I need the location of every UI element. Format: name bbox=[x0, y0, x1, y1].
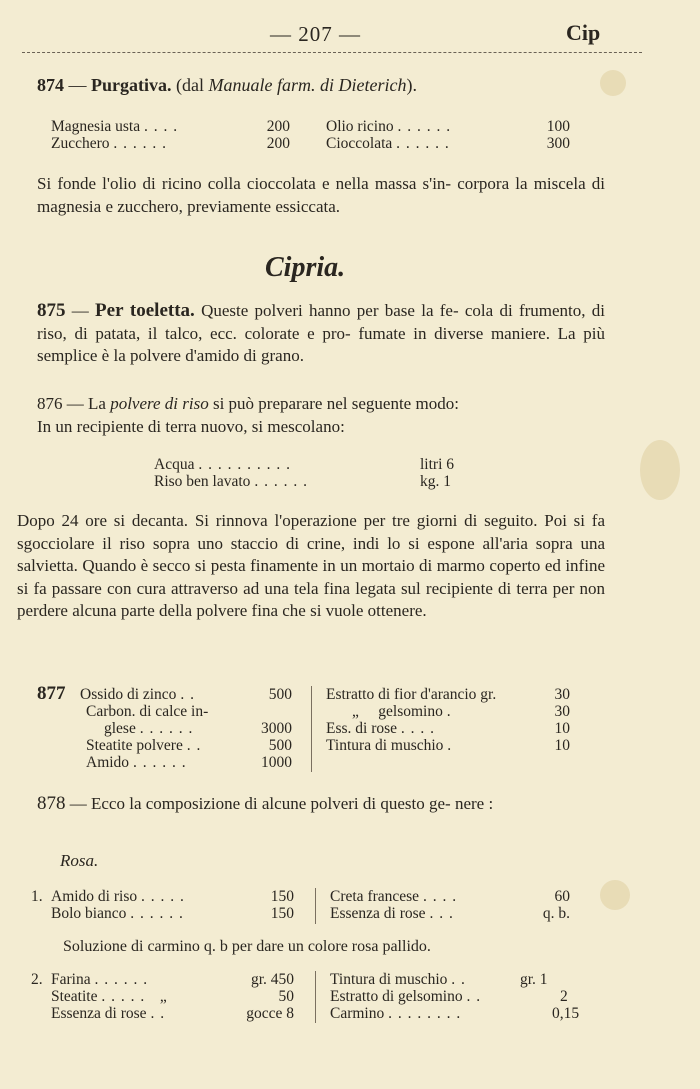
paper-stain bbox=[600, 880, 630, 910]
ingredient-qty: 300 bbox=[546, 135, 570, 152]
ingredient-qty: 10 bbox=[554, 737, 570, 754]
leader-dots: . . . . . . bbox=[132, 754, 187, 771]
ingredient-qty: litri 6 bbox=[420, 456, 455, 473]
ingredient-qty: 500 bbox=[268, 737, 292, 754]
dash: — bbox=[69, 794, 87, 813]
ingredient-name: Riso ben lavato bbox=[154, 473, 251, 490]
ingredient-qty: 200 bbox=[266, 135, 290, 152]
column-divider bbox=[311, 686, 312, 772]
leader-dots: . . . . . . . . . . bbox=[198, 456, 291, 473]
ingredient-row bbox=[86, 703, 208, 720]
recipe-876 bbox=[37, 393, 605, 438]
ingredient-name: Acqua bbox=[154, 456, 195, 473]
recipe-number: 874 bbox=[37, 75, 64, 95]
ingredient-row bbox=[330, 988, 481, 1005]
ingredient-name: Steatite polvere bbox=[86, 737, 183, 754]
formula-note: Soluzione di carmino q. b per dare un colore rosa pallido. bbox=[63, 938, 431, 955]
ingredient-qty: gocce 8 bbox=[246, 1005, 294, 1022]
ingredient-name: glese bbox=[104, 720, 136, 737]
ingredient-row bbox=[326, 720, 435, 737]
leader-dots: . . . . bbox=[400, 720, 436, 737]
leader-dots: . . . . . „ bbox=[101, 988, 168, 1005]
ingredient-qty: 60 bbox=[554, 888, 570, 905]
recipe-title: Per toeletta. bbox=[95, 300, 195, 321]
recipe-number: 877 bbox=[37, 683, 66, 704]
recipe-number: 875 bbox=[37, 300, 66, 321]
ingredient-name: Tintura di muschio bbox=[330, 971, 448, 988]
leader-dots: . . . . . bbox=[141, 888, 185, 905]
source-open: (dal bbox=[176, 75, 204, 95]
ingredient-row bbox=[330, 971, 466, 988]
leader-dots: . . bbox=[180, 686, 195, 703]
recipe-875 bbox=[37, 300, 605, 368]
ingredient-qty: 150 bbox=[270, 888, 294, 905]
formula-number: 1. bbox=[31, 888, 43, 905]
ingredient-row bbox=[104, 720, 193, 737]
leader-dots: . bbox=[446, 703, 452, 720]
text-italic: polvere di riso bbox=[110, 394, 209, 413]
ingredient-row bbox=[352, 703, 452, 720]
ingredient-qty: 50 bbox=[278, 988, 294, 1005]
recipe-text: Ecco la composizione di alcune polveri di questo ge- nere : bbox=[91, 794, 494, 813]
dash: — bbox=[66, 394, 84, 413]
formula-number: 2. bbox=[31, 971, 43, 988]
ingredient-row bbox=[86, 754, 187, 771]
paragraph: In un recipiente di terra nuovo, si mescolano: bbox=[37, 416, 345, 436]
ingredient-name: Steatite bbox=[51, 988, 98, 1005]
leader-dots: . . . . . . bbox=[113, 135, 168, 152]
leader-dots: . . . . . . bbox=[94, 971, 149, 988]
ingredient-row bbox=[51, 135, 167, 152]
paragraph bbox=[37, 393, 605, 416]
ingredient-qty: kg. 1 bbox=[420, 473, 451, 490]
ingredient-name: Bolo bianco bbox=[51, 905, 127, 922]
ingredient-row bbox=[51, 988, 168, 1005]
leader-dots: . . . . bbox=[422, 888, 458, 905]
paragraph: Si fonde l'olio di ricino colla cioccolata e nella massa s'in- corpora la miscela di magnesia e zucchero, previamente essiccata. bbox=[37, 174, 605, 216]
dash: — bbox=[71, 301, 89, 320]
paragraph bbox=[37, 793, 605, 816]
ingredient-qty: q. b. bbox=[542, 905, 570, 922]
ingredient-row bbox=[51, 888, 185, 905]
leader-dots: . . bbox=[186, 737, 202, 754]
leader-dots: . . . . bbox=[143, 118, 179, 135]
ingredient-row bbox=[330, 905, 454, 922]
recipe-876-text bbox=[17, 510, 605, 623]
running-title: Cip bbox=[566, 20, 601, 45]
ingredient-qty: 30 bbox=[554, 703, 570, 720]
ingredient-name: Zucchero bbox=[51, 135, 110, 152]
recipe-number: 876 bbox=[37, 394, 63, 413]
ingredient-name: Estratto di fior d'arancio gr. bbox=[326, 686, 497, 703]
ingredient-name: Ess. di rose bbox=[326, 720, 398, 737]
column-divider bbox=[315, 971, 316, 1023]
recipe-text: Queste polveri hanno per base la fe- cola di frumento, di riso, di patata, il talco, ecc. colorate e pro- fumate in diverse maniere. La più semplice è la polvere d'amido di grano. bbox=[37, 301, 606, 365]
ingredient-row bbox=[326, 686, 496, 703]
leader-dots: . . . . . . bbox=[397, 118, 452, 135]
leader-dots: . bbox=[447, 737, 453, 754]
section-title: Cipria. bbox=[265, 252, 346, 283]
ingredient-row bbox=[51, 1005, 165, 1022]
ingredient-row bbox=[51, 971, 148, 988]
paragraph bbox=[37, 300, 605, 368]
leader-dots: . . . . . . bbox=[254, 473, 308, 490]
leader-dots: . . . . . . . . bbox=[388, 1005, 462, 1022]
ingredient-qty: 3000 bbox=[261, 720, 292, 737]
paper-stain bbox=[640, 440, 680, 500]
ingredient-row bbox=[330, 888, 457, 905]
source-title: Manuale farm. di Dieterich bbox=[208, 75, 407, 95]
ingredient-row bbox=[330, 1005, 461, 1022]
header-rule bbox=[22, 52, 642, 53]
leader-dots: . . . . . . bbox=[396, 135, 450, 152]
ingredient-name: Essenza di rose bbox=[51, 1005, 147, 1022]
ingredient-row bbox=[51, 905, 184, 922]
ingredient-name: Ossido di zinco bbox=[80, 686, 177, 703]
ingredient-name: „ gelsomino bbox=[352, 703, 443, 720]
text: si può preparare nel seguente modo: bbox=[212, 394, 459, 413]
leader-dots: . . . bbox=[429, 905, 454, 922]
leader-dots: . . . . . . bbox=[130, 905, 184, 922]
page-number: — 207 — bbox=[270, 22, 361, 46]
ingredient-qty: 10 bbox=[554, 720, 570, 737]
ingredient-name: Carmino bbox=[330, 1005, 385, 1022]
leader-dots: . . . . . . bbox=[139, 720, 194, 737]
paragraph: Dopo 24 ore si decanta. Si rinnova l'operazione per tre giorni di seguito. Poi si fa sgocciolare il riso sopra uno staccio di crine, indi lo si espone all'aria sopra una salvietta. Quando è secco si pesta finamente in un mortaio di marmo coperto ed infine si fa passare con cura attraverso ad una tela fina legata sul recipiente di terra per non perdere alcuna parte della polvere fina che si vuole ottenere. bbox=[17, 511, 605, 620]
ingredient-qty: 100 bbox=[546, 118, 570, 135]
ingredient-qty: 500 bbox=[268, 686, 292, 703]
dash: — bbox=[68, 75, 87, 95]
ingredient-qty: 200 bbox=[266, 118, 290, 135]
recipe-title: Purgativa. bbox=[91, 75, 172, 95]
ingredient-qty: gr. 1 bbox=[520, 971, 548, 988]
ingredient-qty: 0,15 bbox=[552, 1005, 580, 1022]
source-close: ). bbox=[406, 75, 417, 95]
recipe-number: 878 bbox=[37, 793, 66, 814]
ingredient-qty: 150 bbox=[270, 905, 294, 922]
ingredient-name: Amido bbox=[86, 754, 130, 771]
leader-dots: . . bbox=[150, 1005, 166, 1022]
ingredient-row bbox=[80, 686, 195, 703]
ingredient-row bbox=[326, 118, 451, 135]
ingredient-name: Essenza di rose bbox=[330, 905, 426, 922]
ingredient-qty: 30 bbox=[554, 686, 570, 703]
text: La bbox=[88, 394, 106, 413]
ingredient-qty: gr. 450 bbox=[250, 971, 294, 988]
ingredient-row bbox=[86, 737, 201, 754]
recipe-874-text bbox=[37, 173, 605, 218]
column-divider bbox=[315, 888, 316, 924]
ingredient-name: Creta francese bbox=[330, 888, 420, 905]
leader-dots: . . bbox=[466, 988, 482, 1005]
ingredient-name: Estratto di gelsomino bbox=[330, 988, 463, 1005]
ingredient-name: Amido di riso bbox=[51, 888, 138, 905]
paper-stain bbox=[600, 70, 626, 96]
ingredient-name: Tintura di muschio bbox=[326, 737, 444, 754]
ingredient-name: Carbon. di calce in- bbox=[86, 703, 209, 720]
ingredient-qty: 2 bbox=[560, 988, 568, 1005]
ingredient-name: Farina bbox=[51, 971, 91, 988]
ingredient-row bbox=[154, 456, 291, 473]
ingredient-row bbox=[326, 135, 450, 152]
ingredient-name: Magnesia usta bbox=[51, 118, 141, 135]
ingredient-qty: 1000 bbox=[261, 754, 292, 771]
recipe-878 bbox=[37, 793, 605, 816]
recipe-874-heading bbox=[37, 74, 417, 96]
ingredient-row bbox=[51, 118, 178, 135]
ingredient-name: Olio ricino bbox=[326, 118, 394, 135]
leader-dots: . . bbox=[451, 971, 466, 988]
subsection-title: Rosa. bbox=[60, 851, 99, 870]
ingredient-name: Cioccolata bbox=[326, 135, 393, 152]
ingredient-row bbox=[326, 737, 452, 754]
ingredient-row bbox=[154, 473, 308, 490]
